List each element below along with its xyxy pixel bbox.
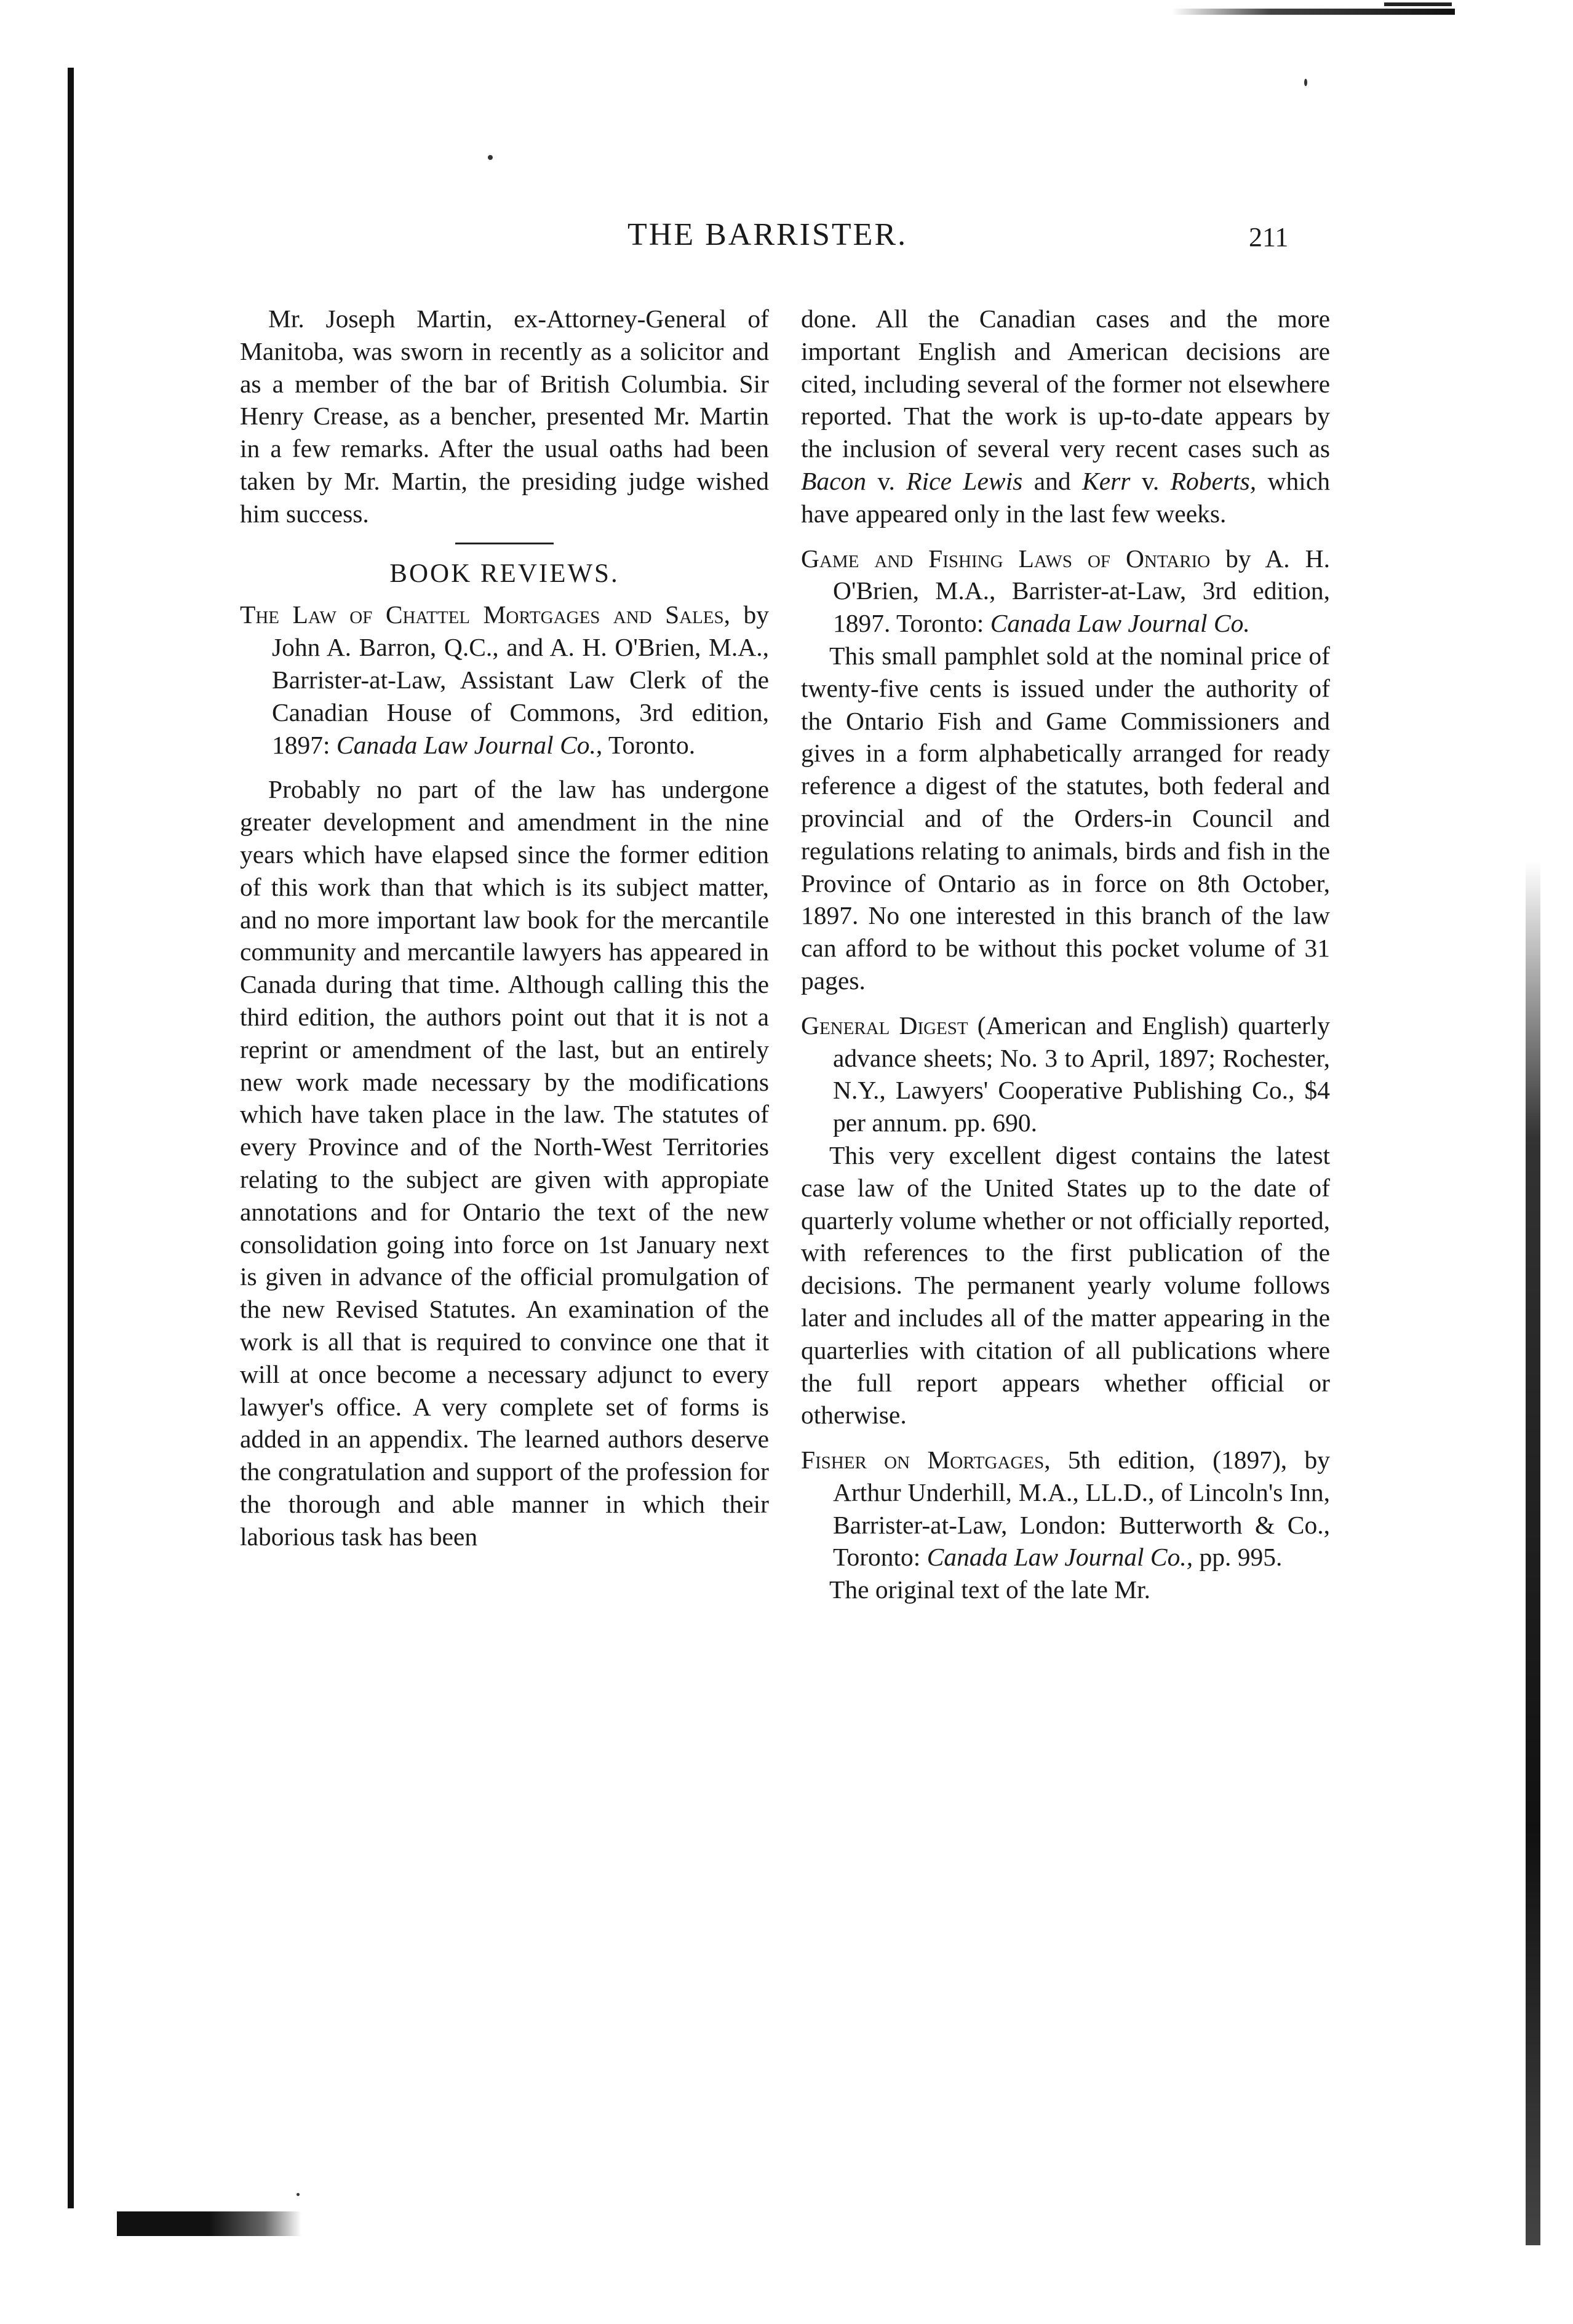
left-column (240, 303, 769, 1553)
case-name: Kerr (1082, 466, 1131, 495)
section-heading: BOOK REVIEWS. (389, 559, 619, 588)
continuation-text: done. All the Canadian cases and the more important English and American decisions are cited, including several of the former not elsewhere reported. That the work is up-to-date appears by the inclusion of several very recent cases such as (801, 304, 1330, 463)
page-number: 211 (1249, 222, 1289, 252)
scan-speck (488, 155, 493, 160)
review-citation: 5th edition, (1897), by Arthur Underhill, M.A., LL.D., of Lincoln's Inn, Barrister-at-Law, London: Butterworth & Co., Toronto: (833, 1446, 1330, 1572)
paragraph-spacer (801, 530, 1330, 543)
scan-edge-right (1526, 861, 1540, 2245)
review-title: The Law of Chattel Mortgages and Sales, (240, 600, 731, 629)
versus: v. (866, 466, 907, 495)
scan-edge-left (68, 68, 74, 2208)
review-entry-general-digest (801, 1009, 1330, 1139)
paragraph-spacer (801, 997, 1330, 1009)
review-place: , Toronto. (595, 730, 696, 759)
review-pages: pp. 995. (1193, 1543, 1283, 1572)
right-column (801, 303, 1330, 1606)
review-entry-fisher-mortgages (801, 1444, 1330, 1574)
review-title: Fisher on Mortgages, (801, 1446, 1051, 1474)
review-body-chattel-mortgages: Probably no part of the law has undergone greater development and amendment in the nine years which have elapsed since the former edition of this work than that which is its subject matter, and no more important law book for the mercantile community and mercantile lawyers has appeared in Canada during that time. Although calling this the third edition, the authors point out that it is not a reprint or amendment of the last, but an entirely new work made necessary by the modifications which have taken place in the law. The statutes of every Province and of the North-West Territories relating to the subject are given with appropiate annotations and for Ontario the text of the new consolidation going into force on 1st January next is given in advance of the official promulgation of the new Revised Statutes. An examination of the work is all that is required to convince one that it will at once become a necessary adjunct to every lawyer's office. A very complete set of forms is added in an appendix. The learned authors deserve the congratulation and support of the profession for the thorough and able manner in which their laborious task has been (240, 775, 769, 1551)
scan-edge-bottom (117, 2211, 301, 2236)
review-title: Game and Fishing Laws of Ontario (801, 544, 1211, 573)
review-body-game-fishing: This small pamphlet sold at the nominal price of twenty-five cents is issued under the authority of the Ontario Fish and Game Commissioners and gives in a form alphabetically arranged for ready reference a digest of the statutes, both federal and provincial and of the Orders-in Council and regulations relating to animals, birds and fish in the Province of Ontario as in force on 8th October, 1897. No one interested in this branch of the law can afford to be without this pocket volume of 31 pages. (801, 641, 1330, 995)
review-publisher: Canada Law Journal Co., (926, 1543, 1193, 1572)
continuation-text: which have appeared only in the last few weeks. (801, 466, 1330, 528)
review-publisher: Canada Law Journal Co. (336, 730, 596, 759)
review-publisher: Canada Law Journal Co. (990, 609, 1250, 638)
review-entry-chattel-mortgages (240, 599, 769, 761)
case-name: Roberts, (1170, 466, 1257, 495)
scan-speck (1304, 79, 1307, 86)
paragraph-spacer (240, 761, 769, 773)
conjunction: and (1022, 466, 1083, 495)
scan-edge-top-right (1172, 9, 1455, 15)
case-name: Rice Lewis (906, 466, 1023, 495)
review-body-fisher-mortgages: The original text of the late Mr. (829, 1575, 1151, 1604)
review-citation: by A. H. O'Brien, M.A., Barrister-at-Law, 3rd edition, 1897. Toronto: (833, 544, 1330, 638)
scan-speck (297, 2193, 300, 2196)
versus: v. (1130, 466, 1171, 495)
section-divider (455, 543, 554, 544)
running-header-title: THE BARRISTER. (627, 217, 908, 252)
review-body-continuation (801, 303, 1330, 530)
review-citation: (American and English) quarterly advance sheets; No. 3 to April, 1897; Rochester, N.Y., Lawyers' Cooperative Publishing Co., $4 per annum. pp. 690. (833, 1011, 1330, 1137)
case-name: Bacon (801, 466, 867, 495)
paragraph-spacer (801, 1431, 1330, 1444)
scan-edge-top-right-mark (1384, 2, 1452, 6)
review-entry-game-fishing (801, 543, 1330, 640)
review-title: General Digest (801, 1011, 968, 1040)
review-citation: by John A. Barron, Q.C., and A. H. O'Brien, M.A., Barrister-at-Law, Assistant Law Clerk of the Canadian House of Commons, 3rd edition, 1897: (272, 600, 769, 759)
news-paragraph-martin: Mr. Joseph Martin, ex-Attorney-General of Manitoba, was sworn in recently as a solicitor and as a member of the bar of British Columbia. Sir Henry Crease, as a bencher, presented Mr. Martin in a few remarks. After the usual oaths had been taken by Mr. Martin, the presiding judge wished him success. (240, 304, 769, 528)
review-body-general-digest: This very excellent digest contains the latest case law of the United States up to the date of quarterly volume whether or not officially reported, with references to the first publication of the decisions. The permanent yearly volume follows later and includes all of the matter appearing in the quarterlies with citation of all publications where the full report appears whether official or otherwise. (801, 1140, 1330, 1430)
